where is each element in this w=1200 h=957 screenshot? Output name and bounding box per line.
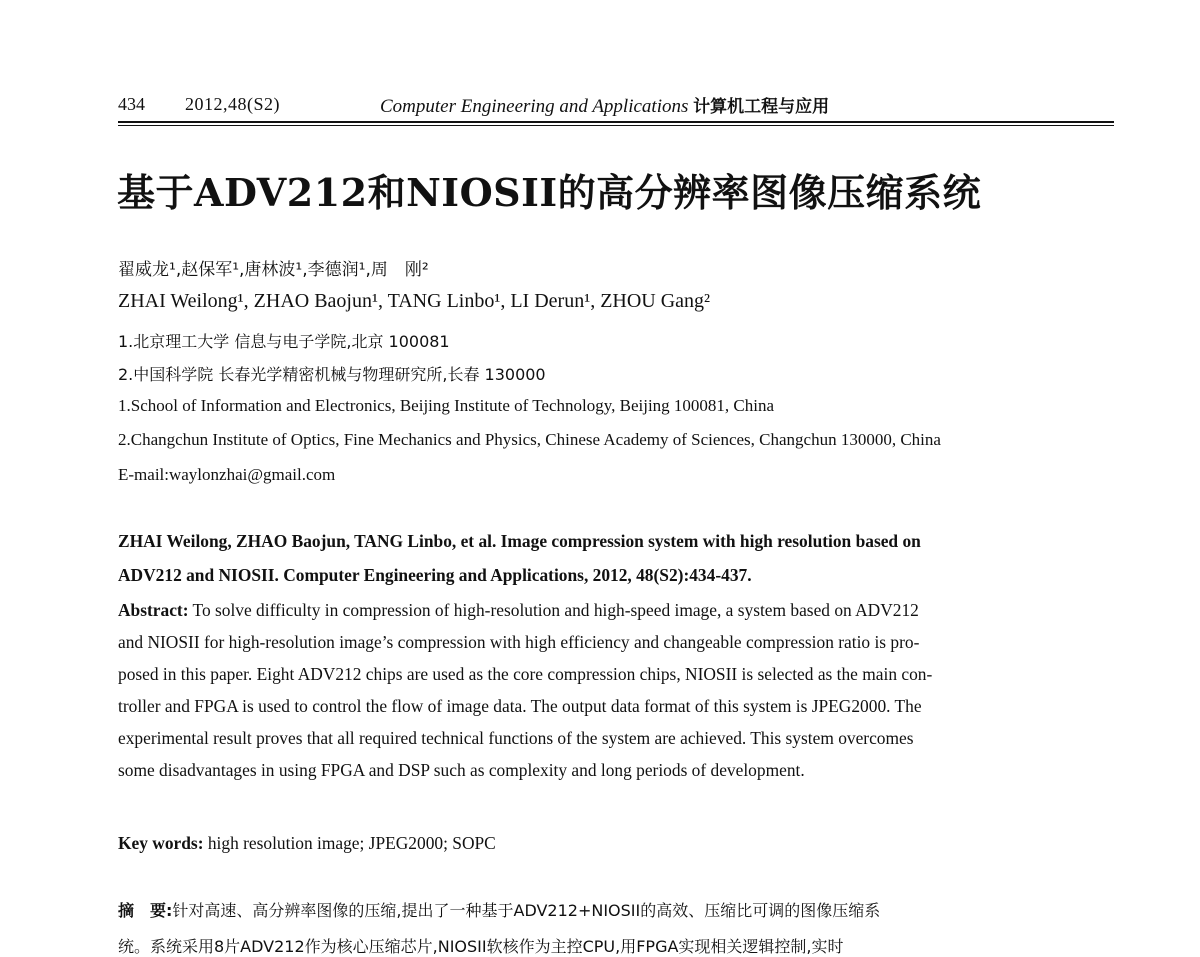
header-rule-thick	[118, 121, 1114, 123]
volume-issue: 2012,48(S2)	[185, 94, 280, 114]
abstract-text: To solve difficulty in compression of high-resolution and high-speed image, a system based on ADV212	[188, 600, 919, 620]
abstract-label: Abstract:	[118, 600, 189, 620]
authors-cn: 翟威龙¹,赵保军¹,唐林波¹,李德润¹,周 刚²	[118, 260, 429, 280]
abstract-line	[118, 594, 1114, 626]
keywords-text: high resolution image; JPEG2000; SOPC	[203, 833, 496, 853]
abstract-block	[118, 594, 1114, 786]
citation-line: ADV212 and NIOSII. Computer Engineering and Applications, 2012, 48(S2):434-437.	[118, 565, 752, 585]
abstract-cn-line-2: 统。系统采用8片ADV212作为核心压缩芯片,NIOSII软核作为主控CPU,用FPGA实现相关逻辑控制,实时	[118, 937, 844, 956]
abstract-line: troller and FPGA is used to control the flow of image data. The output data format of this system is JPEG2000. The	[118, 696, 922, 716]
abstract-cn	[118, 898, 880, 921]
abstract-line: and NIOSII for high-resolution image’s compression with high efficiency and changeable compression ratio is pro-	[118, 632, 920, 652]
keywords	[118, 833, 496, 854]
citation-block	[118, 524, 1114, 592]
keywords-label: Key words:	[118, 833, 204, 853]
author-email: E-mail:waylonzhai@gmail.com	[118, 465, 336, 484]
abstract-line: experimental result proves that all required technical functions of the system are achieved. This system overcomes	[118, 728, 914, 748]
affiliation-en-1: 1.School of Information and Electronics, Beijing Institute of Technology, Beijing 100081, China	[118, 396, 775, 415]
paper-title: 基于ADV212和NIOSII的高分辨率图像压缩系统	[117, 170, 982, 215]
journal-name	[380, 92, 829, 118]
abstract-line: posed in this paper. Eight ADV212 chips are used as the core compression chips, NIOSII is selected as the main con-	[118, 664, 933, 684]
abstract-line: some disadvantages in using FPGA and DSP such as complexity and long periods of development.	[118, 760, 805, 780]
citation-line: ZHAI Weilong, ZHAO Baojun, TANG Linbo, et al. Image compression system with high resolution based on	[118, 531, 921, 551]
abstract-cn-text: 针对高速、高分辨率图像的压缩,提出了一种基于ADV212+NIOSII的高效、压缩比可调的图像压缩系	[172, 901, 881, 920]
affiliation-en-2: 2.Changchun Institute of Optics, Fine Mechanics and Physics, Chinese Academy of Sciences, Changchun 130000, China	[118, 430, 941, 449]
header-rule-thin	[118, 125, 1114, 126]
authors-en: ZHAI Weilong¹, ZHAO Baojun¹, TANG Linbo¹, LI Derun¹, ZHOU Gang²	[118, 290, 711, 312]
abstract-cn-label: 摘 要:	[118, 901, 173, 920]
page-number: 434	[118, 94, 145, 114]
affiliation-cn-1: 1.北京理工大学 信息与电子学院,北京 100081	[118, 332, 450, 351]
journal-name-en: Computer Engineering and Applications	[380, 96, 689, 117]
affiliation-cn-2: 2.中国科学院 长春光学精密机械与物理研究所,长春 130000	[118, 365, 546, 384]
journal-name-cn: 计算机工程与应用	[693, 97, 830, 117]
